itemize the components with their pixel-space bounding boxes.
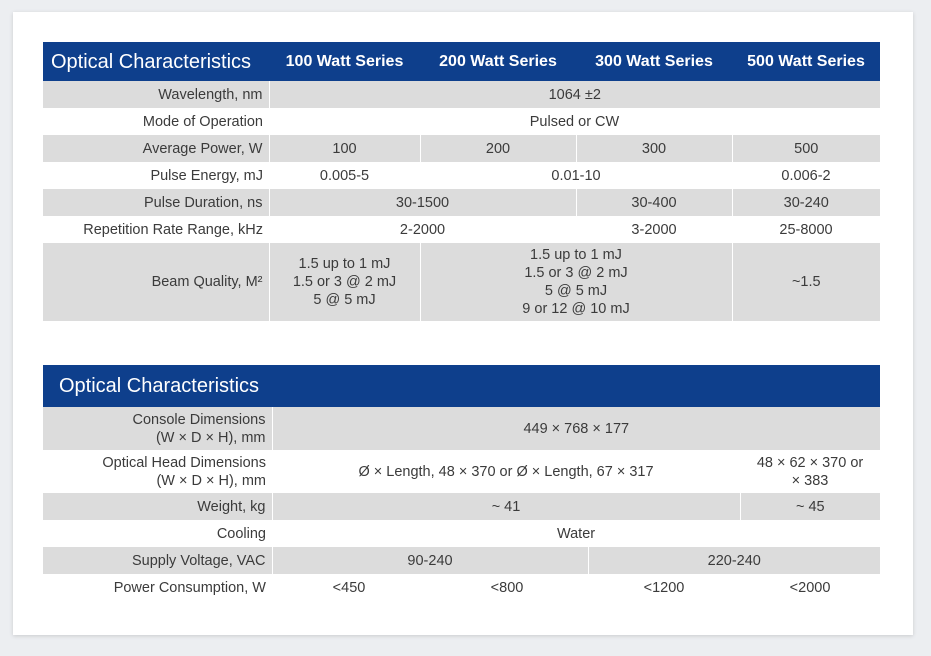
cell-value: 220-240 <box>588 547 880 574</box>
cell-value: ~1.5 <box>732 243 880 321</box>
cell-value: 2-2000 <box>269 216 576 243</box>
cell-value: 3-2000 <box>576 216 732 243</box>
cell-line: 1.5 up to 1 mJ <box>298 256 391 272</box>
cell-value: 30-240 <box>732 189 880 216</box>
cell-value: 500 <box>732 135 880 162</box>
row-label-line: Optical Head Dimensions <box>102 454 266 471</box>
table-row <box>43 450 880 493</box>
cell-value: Water <box>272 520 880 547</box>
cell-value: <450 <box>272 574 426 601</box>
table-title: Optical Characteristics <box>43 42 269 81</box>
row-label <box>43 407 272 450</box>
cell-value: <1200 <box>588 574 740 601</box>
cell-value: 30-400 <box>576 189 732 216</box>
cell-value: 200 <box>420 135 576 162</box>
row-label: Average Power, W <box>43 135 269 162</box>
cell-value <box>420 243 732 321</box>
table-header <box>43 42 880 81</box>
cell-value: ~ 45 <box>740 493 880 520</box>
cell-value: 100 <box>269 135 420 162</box>
cell-value: 449 × 768 × 177 <box>272 407 880 450</box>
column-header-300w: 300 Watt Series <box>576 42 732 81</box>
column-header-100w: 100 Watt Series <box>269 42 420 81</box>
table-row <box>43 574 880 601</box>
cell-value: Ø × Length, 48 × 370 or Ø × Length, 67 × 317 <box>272 450 740 493</box>
physical-characteristics-table <box>43 365 880 601</box>
row-label: Cooling <box>43 520 272 547</box>
row-label: Beam Quality, M² <box>43 243 269 321</box>
row-label: Power Consumption, W <box>43 574 272 601</box>
row-label-line: (W × D × H), mm <box>155 429 266 446</box>
table-row <box>43 520 880 547</box>
cell-line: 9 or 12 @ 10 mJ <box>522 301 630 317</box>
cell-value: 25-8000 <box>732 216 880 243</box>
row-label: Mode of Operation <box>43 108 269 135</box>
cell-value: 0.005-5 <box>269 162 420 189</box>
table-row <box>43 108 880 135</box>
cell-line: × 383 <box>791 472 829 489</box>
table-row <box>43 547 880 574</box>
cell-value: <800 <box>426 574 588 601</box>
table-row <box>43 407 880 450</box>
cell-value: Pulsed or CW <box>269 108 880 135</box>
table-row <box>43 189 880 216</box>
row-label <box>43 450 272 493</box>
row-label: Wavelength, nm <box>43 81 269 108</box>
cell-line: 1.5 or 3 @ 2 mJ <box>292 274 397 290</box>
row-label-line: (W × D × H), mm <box>156 472 266 489</box>
cell-value <box>740 450 880 493</box>
cell-value: 30-1500 <box>269 189 576 216</box>
table-title: Optical Characteristics <box>43 365 880 407</box>
table-row <box>43 135 880 162</box>
row-label: Repetition Rate Range, kHz <box>43 216 269 243</box>
row-label: Pulse Energy, mJ <box>43 162 269 189</box>
cell-line: 1.5 or 3 @ 2 mJ <box>524 265 628 281</box>
cell-value: 0.006-2 <box>732 162 880 189</box>
row-label-line: Console Dimensions <box>132 411 266 428</box>
column-header-500w: 500 Watt Series <box>732 42 880 81</box>
cell-value: <2000 <box>740 574 880 601</box>
row-label: Weight, kg <box>43 493 272 520</box>
table-header <box>43 365 880 407</box>
row-label: Pulse Duration, ns <box>43 189 269 216</box>
cell-line: 1.5 up to 1 mJ <box>530 247 622 263</box>
cell-value: 300 <box>576 135 732 162</box>
cell-value: 0.01-10 <box>420 162 732 189</box>
table-row <box>43 243 880 321</box>
cell-value: 90-240 <box>272 547 588 574</box>
table-row <box>43 81 880 108</box>
column-header-200w: 200 Watt Series <box>420 42 576 81</box>
cell-value <box>269 243 420 321</box>
cell-value: 1064 ±2 <box>269 81 880 108</box>
row-label: Supply Voltage, VAC <box>43 547 272 574</box>
table-row <box>43 493 880 520</box>
cell-line: 5 @ 5 mJ <box>544 283 608 299</box>
table-row <box>43 216 880 243</box>
optical-characteristics-table <box>43 42 880 321</box>
table-row <box>43 162 880 189</box>
cell-line: 5 @ 5 mJ <box>313 292 376 308</box>
cell-value: ~ 41 <box>272 493 740 520</box>
cell-line: 48 × 62 × 370 or <box>756 454 864 471</box>
